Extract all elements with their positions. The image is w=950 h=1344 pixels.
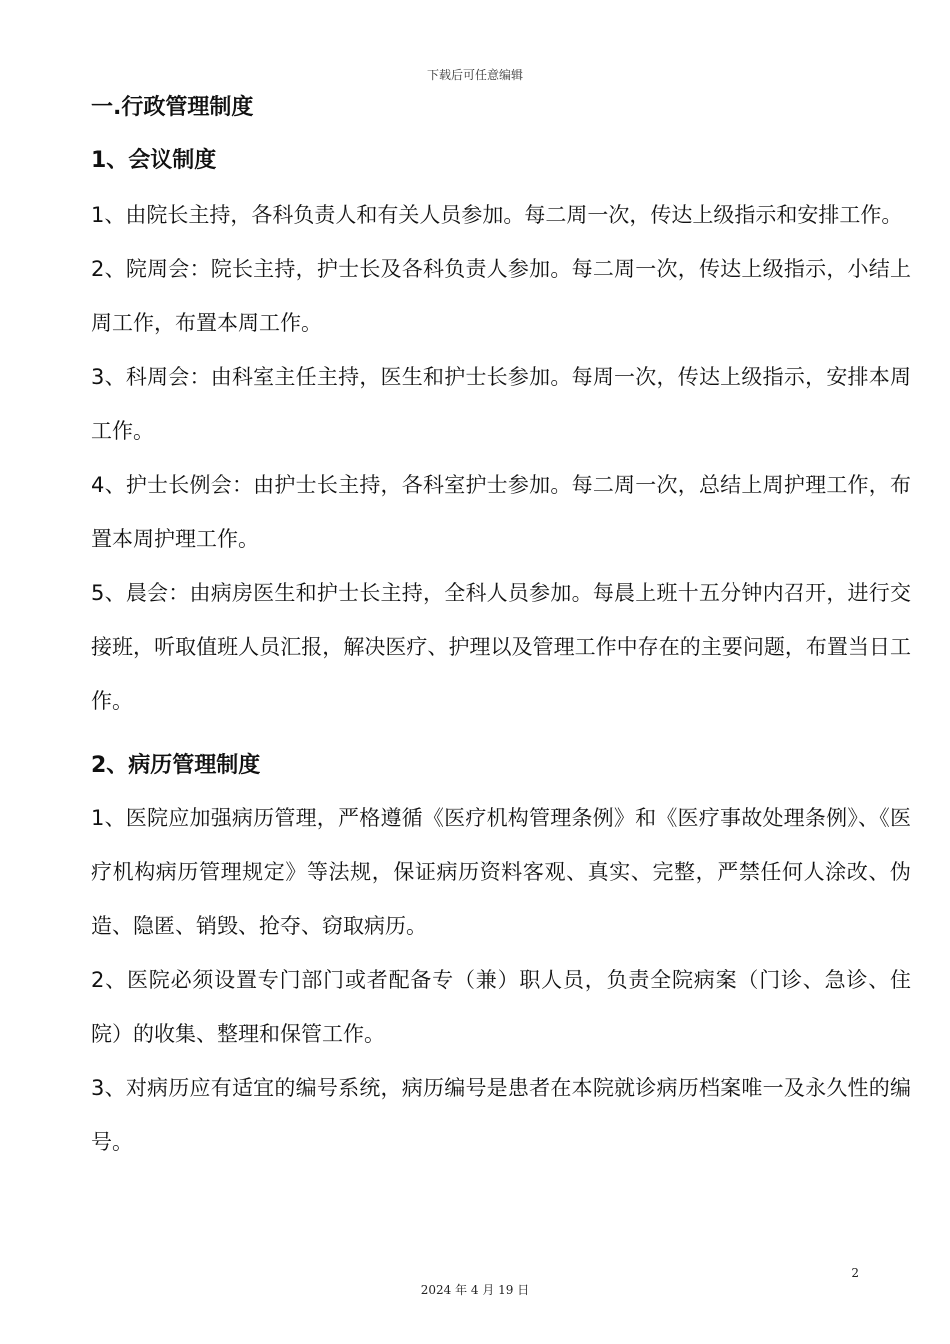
list-item: 1、由院长主持，各科负责人和有关人员参加。每二周一次，传达上级指示和安排工作。 [91,203,903,227]
list-item: 5、晨会：由病房医生和护士长主持，全科人员参加。每晨上班十五分钟内召开，进行交接班，听取值班人员汇报，解决医疗、护理以及管理工作中存在的主要问题，布置当日工作。 [91,581,911,713]
list-item: 3、对病历应有适宜的编号系统，病历编号是患者在本院就诊病历档案唯一及永久性的编号。 [91,1076,911,1154]
section-title: 2、病历管理制度 [91,753,261,778]
section-title: 1、会议制度 [91,148,217,173]
document-body [91,88,911,1169]
item-list [91,791,911,1169]
main-title: 一.行政管理制度 [91,95,254,120]
footer-date: 2024 年 4 月 19 日 [420,1283,530,1297]
header-note: 下载后可任意编辑 [426,68,523,82]
list-item: 2、院周会：院长主持，护士长及各科负责人参加。每二周一次，传达上级指示，小结上周工作，布置本周工作。 [91,257,911,335]
list-item: 1、医院应加强病历管理，严格遵循《医疗机构管理条例》和《医疗事故处理条例》、《医疗机构病历管理规定》等法规，保证病历资料客观、真实、完整，严禁任何人涂改、伪造、隐匿、销毁、抢夺、窃取病历。 [91,806,911,938]
section-medical-record-rules [91,746,911,1169]
item-list [91,188,911,728]
list-item: 4、护士长例会：由护士长主持，各科室护士参加。每二周一次，总结上周护理工作，布置本周护理工作。 [91,473,911,551]
section-meeting-rules [91,141,911,728]
page-number: 2 [851,1266,859,1280]
list-item: 2、医院必须设置专门部门或者配备专（兼）职人员，负责全院病案（门诊、急诊、住院）的收集、整理和保管工作。 [91,968,911,1046]
list-item: 3、科周会：由科室主任主持，医生和护士长参加。每周一次，传达上级指示，安排本周工作。 [91,365,911,443]
